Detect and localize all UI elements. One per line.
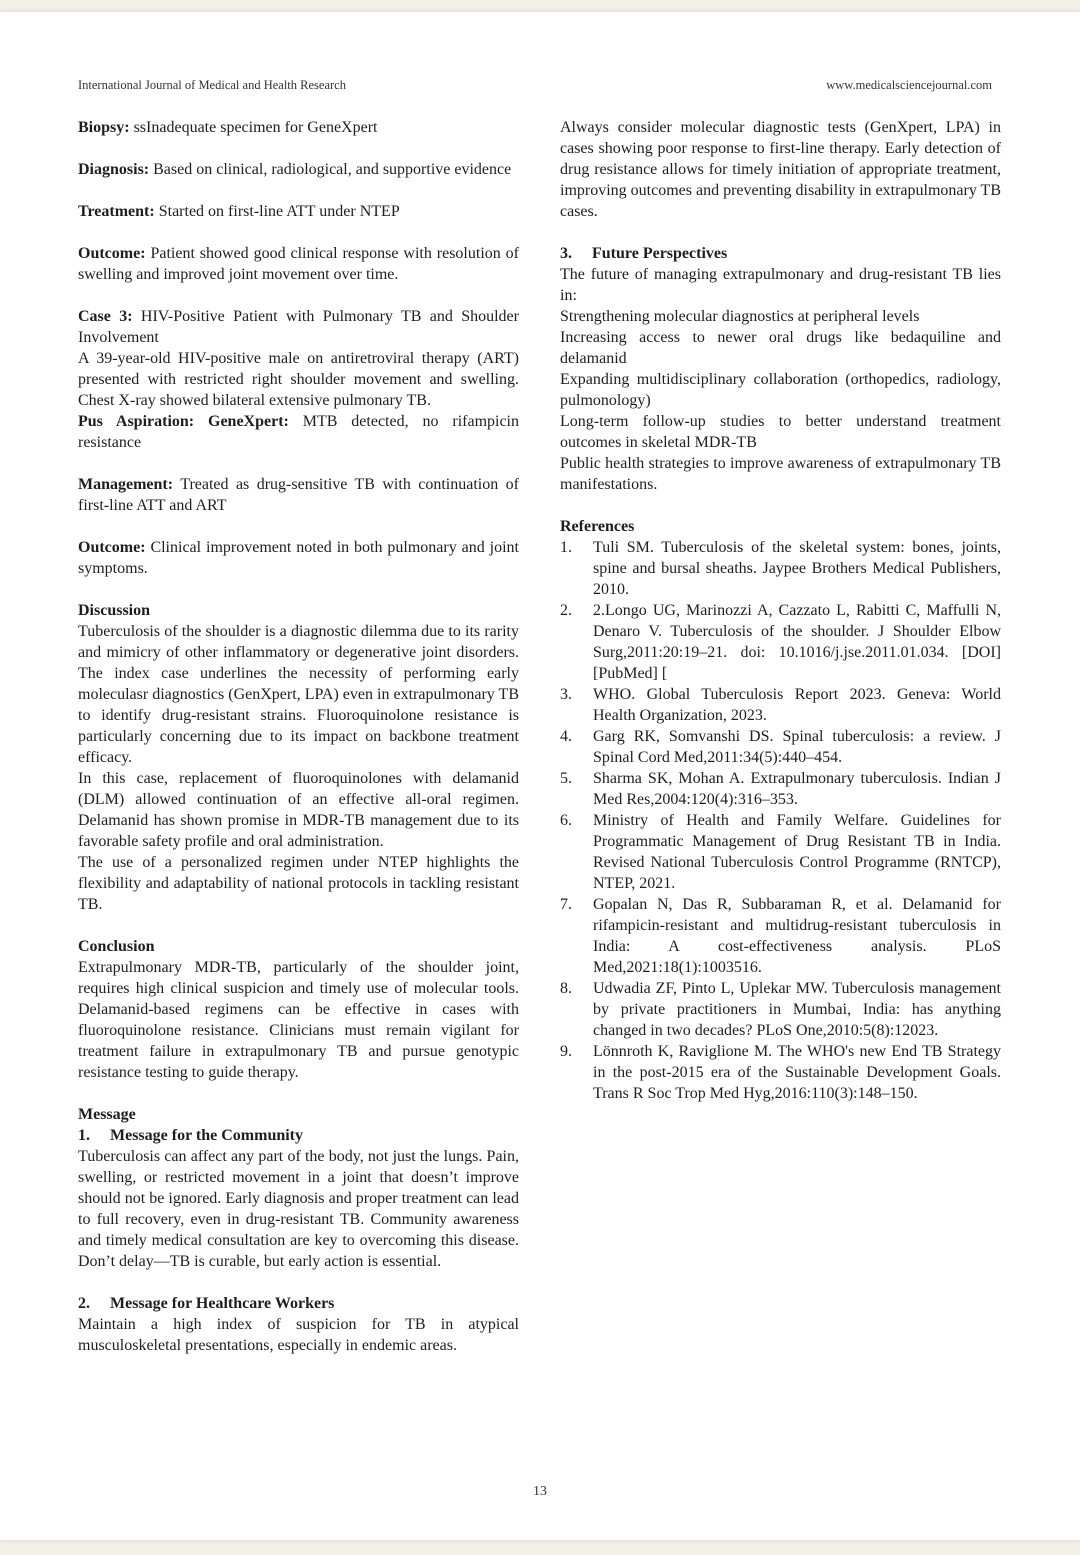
future-item: Increasing access to newer oral drugs like bedaquiline and delamanid	[560, 329, 1001, 367]
reference-item: 5. Sharma SK, Mohan A. Extrapulmonary tuberculosis. Indian J Med Res,2004:120(4):316–353.	[560, 770, 1001, 808]
message-healthcare-heading: 2. Message for Healthcare Workers	[78, 1295, 335, 1312]
future-item: Strengthening molecular diagnostics at peripheral levels	[560, 308, 920, 325]
pus-aspiration-line: Pus Aspiration: GeneXpert: MTB detected, no rifampicin resistance	[78, 413, 520, 451]
diagnosis-line: Diagnosis: Based on clinical, radiological, and supportive evidence	[78, 161, 512, 178]
reference-item: 6. Ministry of Health and Family Welfare. Guidelines for Programmatic Management of Drug Resistant TB in India. Revised National Tuberculosis Control Programme (RNTCP), NTEP, 2021.	[560, 812, 1001, 892]
treatment-line: Treatment: Started on first-line ATT under NTEP	[78, 203, 400, 220]
journal-website: www.medicalsciencejournal.com	[826, 78, 992, 92]
case3-description: A 39-year-old HIV-positive male on antiretroviral therapy (ART) presented with restricted right shoulder movement and swelling. Chest X-ray showed bilateral extensive pulmonary TB.	[78, 350, 519, 409]
outcome-case3: Outcome: Clinical improvement noted in both pulmonary and joint symptoms.	[78, 539, 519, 577]
reference-item: 4. Garg RK, Somvanshi DS. Spinal tuberculosis: a review. J Spinal Cord Med,2011:34(5):440–454.	[560, 728, 1001, 766]
references-heading: References	[560, 518, 635, 535]
biopsy-line: Biopsy: ssInadequate specimen for GeneXpert	[78, 119, 378, 136]
outcome-case2: Outcome: Patient showed good clinical response with resolution of swelling and improved joint movement over time.	[78, 245, 519, 283]
future-item: Public health strategies to improve awareness of extrapulmonary TB manifestations.	[560, 455, 1001, 493]
journal-page	[0, 12, 1080, 1540]
reference-item: 7. Gopalan N, Das R, Subbaraman R, et al. Delamanid for rifampicin-resistant and multidrug-resistant tuberculosis in India: A cost-effectiveness analysis. PLoS Med,2021:18(1):1003516.	[560, 896, 1001, 976]
discussion-paragraph: In this case, replacement of fluoroquinolones with delamanid (DLM) allowed continuation of an effective all-oral regimen. Delamanid has shown promise in MDR-TB management due to its favorable safety profile and oral administration.	[78, 770, 519, 850]
left-column	[78, 117, 519, 1356]
reference-item: 8. Udwadia ZF, Pinto L, Uplekar MW. Tuberculosis management by private practitioners in Mumbai, India: has anything changed in two decades? PLoS One,2010:5(8):12023.	[560, 980, 1001, 1039]
discussion-paragraph: The use of a personalized regimen under NTEP highlights the flexibility and adaptability of national protocols in tackling resistant TB.	[78, 854, 519, 913]
message-continuation: Always consider molecular diagnostic tests (GenXpert, LPA) in cases showing poor response to first-line therapy. Early detection of drug resistance allows for timely initiation of appropriate treatment, improving outcomes and preventing disability in extrapulmonary TB cases.	[560, 119, 1001, 220]
reference-item: 9. Lönnroth K, Raviglione M. The WHO's new End TB Strategy in the post-2015 era of the Sustainable Development Goals. Trans R Soc Trop Med Hyg,2016:110(3):148–150.	[560, 1043, 1001, 1102]
conclusion-paragraph: Extrapulmonary MDR-TB, particularly of the shoulder joint, requires high clinical suspicion and timely use of molecular tools. Delamanid-based regimens can be effective in cases with fluoroquinolone resistance. Clinicians must remain vigilant for treatment failure in extrapulmonary TB and pursue genotypic resistance testing to guide therapy.	[78, 959, 519, 1081]
reference-item: 3. WHO. Global Tuberculosis Report 2023. Geneva: World Health Organization, 2023.	[560, 686, 1001, 724]
future-perspectives-heading: 3. Future Perspectives	[560, 245, 728, 262]
message-community-text: Tuberculosis can affect any part of the body, not just the lungs. Pain, swelling, or restricted movement in a joint that doesn’t improve should not be ignored. Early diagnosis and proper treatment can lead to full recovery, even in drug-resistant TB. Community awareness and timely medical consultation are key to overcoming this disease. Don’t delay—TB is curable, but early action is essential.	[78, 1148, 519, 1270]
management-line: Management: Treated as drug-sensitive TB with continuation of first-line ATT and ART	[78, 476, 519, 514]
right-column	[560, 117, 1001, 1104]
discussion-paragraph: Tuberculosis of the shoulder is a diagnostic dilemma due to its rarity and mimicry of other inflammatory or degenerative joint disorders. The index case underlines the necessity of performing early moleculasr diagnostics (GenXpert, LPA) even in extrapulmonary TB to identify drug-resistant strains. Fluoroquinolone resistance is particularly concerning due to its impact on backbone treatment efficacy.	[78, 623, 519, 766]
message-heading: Message	[78, 1106, 136, 1123]
reference-item: 2. 2.Longo UG, Marinozzi A, Cazzato L, Rabitti C, Maffulli N, Denaro V. Tuberculosis of the shoulder. J Shoulder Elbow Surg,2011:20:19–21. doi: 10.1016/j.jse.2011.01.034. [DOI] [PubMed] [	[560, 602, 1001, 682]
message-community-heading: 1. Message for the Community	[78, 1127, 304, 1144]
reference-list	[560, 537, 1001, 1104]
future-intro: The future of managing extrapulmonary and drug-resistant TB lies in:	[560, 266, 1001, 304]
case3-title: Case 3: HIV-Positive Patient with Pulmonary TB and Shoulder Involvement	[78, 308, 519, 346]
future-item: Expanding multidisciplinary collaboration (orthopedics, radiology, pulmonology)	[560, 371, 1001, 409]
reference-item: 1. Tuli SM. Tuberculosis of the skeletal system: bones, joints, spine and bursal sheaths. Jaypee Brothers Medical Publishers, 2010.	[560, 539, 1001, 598]
journal-title: International Journal of Medical and Health Research	[78, 78, 346, 92]
future-item: Long-term follow-up studies to better understand treatment outcomes in skeletal MDR-TB	[560, 413, 1001, 451]
page-number: 13	[533, 1484, 547, 1499]
conclusion-heading: Conclusion	[78, 938, 155, 955]
message-healthcare-text: Maintain a high index of suspicion for TB in atypical musculoskeletal presentations, especially in endemic areas.	[78, 1316, 519, 1354]
discussion-heading: Discussion	[78, 602, 151, 619]
